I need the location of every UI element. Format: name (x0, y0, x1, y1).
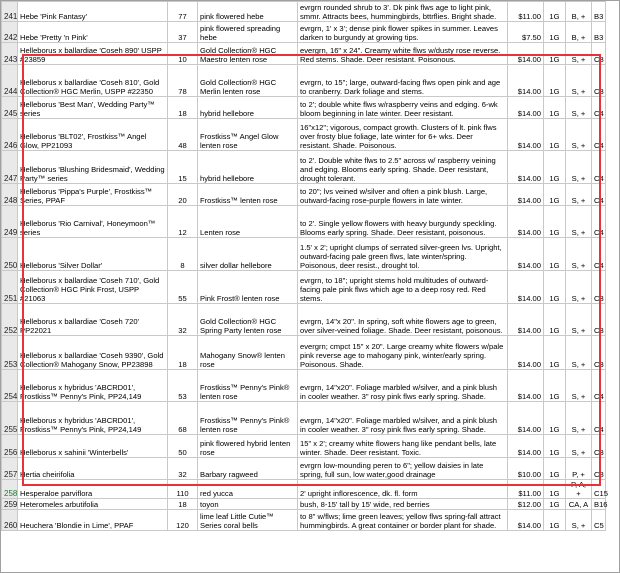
table-row[interactable] (2, 458, 606, 480)
cell-size[interactable]: 1G (544, 510, 566, 531)
cell-code[interactable]: S, + (566, 238, 592, 271)
table-row[interactable] (2, 336, 606, 370)
cell-common-name[interactable]: Gold Collection® HGC Merlin lenten rose (198, 65, 298, 97)
row-header[interactable]: 243 (2, 43, 18, 65)
cell-quantity[interactable]: 50 (168, 435, 198, 458)
cell-common-name[interactable]: Barbary ragweed (198, 458, 298, 480)
cell-location[interactable]: B3 (592, 22, 606, 43)
cell-quantity[interactable]: 37 (168, 22, 198, 43)
cell-description[interactable]: to 20"; lvs veined w/silver and often a pink blush. Large, outward-facing rose-purple flowers in late winter. (298, 184, 508, 206)
cell-code[interactable]: S, + (566, 510, 592, 531)
cell-description[interactable]: evrgrn, 1' x 3'; dense pink flower spikes in summer. Leaves darken to burgundy at growing tips. (298, 22, 508, 43)
cell-quantity[interactable]: 18 (168, 336, 198, 370)
cell-botanical-name[interactable]: Helleborus x hybridus 'ABCRD01', Frostkiss™ Penny's Pink, PP24,149 (18, 370, 168, 402)
cell-quantity[interactable]: 18 (168, 97, 198, 119)
cell-location[interactable]: C3 (592, 65, 606, 97)
table-row[interactable] (2, 22, 606, 43)
cell-location[interactable]: C4 (592, 402, 606, 435)
cell-size[interactable]: 1G (544, 65, 566, 97)
cell-code[interactable]: B, + (566, 2, 592, 22)
cell-common-name[interactable]: hybrid hellebore (198, 97, 298, 119)
cell-description[interactable]: evrgrn, 14"x20". Foliage marbled w/silver, and a pink blush in cooler weather. 3" rosy pink flws early spring. Shade. (298, 370, 508, 402)
cell-common-name[interactable]: Frostkiss™ lenten rose (198, 184, 298, 206)
cell-size[interactable]: 1G (544, 499, 566, 510)
cell-description[interactable]: 2' upright inflorescence, dk. fl. form (298, 480, 508, 499)
cell-botanical-name[interactable]: Helleborus 'Silver Dollar' (18, 238, 168, 271)
cell-size[interactable]: 1G (544, 304, 566, 336)
table-row[interactable] (2, 65, 606, 97)
cell-quantity[interactable]: 48 (168, 119, 198, 151)
cell-botanical-name[interactable]: Hebe 'Pretty 'n Pink' (18, 22, 168, 43)
row-header[interactable]: 251 (2, 271, 18, 304)
cell-location[interactable]: C4 (592, 206, 606, 238)
cell-common-name[interactable]: Pink Frost® lenten rose (198, 271, 298, 304)
cell-description[interactable]: to 2'. Single yellow flowers with heavy burgundy speckling. Blooms early spring. Shade. Deer resistant, poisonous. (298, 206, 508, 238)
cell-price[interactable]: $14.00 (508, 271, 544, 304)
cell-location[interactable]: C4 (592, 151, 606, 184)
cell-code[interactable]: B, + (566, 22, 592, 43)
cell-location[interactable]: C4 (592, 238, 606, 271)
cell-location[interactable]: C4 (592, 119, 606, 151)
cell-botanical-name[interactable]: Helleborus x ballardiae 'Coseh 9390', Gold Collection® Mahogany Snow, PP23898 (18, 336, 168, 370)
cell-description[interactable]: 16"x12"; vigorous, compact growth. Clusters of lt. pink flws over frosty blue foliage, late winter for 6+ wks. Deer resistant. Shade. Poisonous. (298, 119, 508, 151)
cell-common-name[interactable]: Gold Collection® HGC Spring Party lenten rose (198, 304, 298, 336)
cell-quantity[interactable]: 68 (168, 402, 198, 435)
table-row[interactable] (2, 119, 606, 151)
row-header[interactable]: 254 (2, 370, 18, 402)
cell-description[interactable]: bush, 8-15' tall by 15' wide, red berries (298, 499, 508, 510)
cell-price[interactable]: $14.00 (508, 151, 544, 184)
cell-description[interactable]: evrgrn low-mounding peren to 6"; yellow daisies in late spring, full sun, low water,good drainage (298, 458, 508, 480)
cell-quantity[interactable]: 32 (168, 458, 198, 480)
cell-botanical-name[interactable]: Hertia cheirifolia (18, 458, 168, 480)
cell-description[interactable]: to 8" w/flws; lime green leaves; yellow flws spring-fall attract hummingbirds. A great container or border plant for shade. (298, 510, 508, 531)
cell-code[interactable]: S, + (566, 43, 592, 65)
cell-price[interactable]: $7.50 (508, 22, 544, 43)
cell-common-name[interactable]: hybrid hellebore (198, 151, 298, 184)
cell-size[interactable]: 1G (544, 119, 566, 151)
cell-botanical-name[interactable]: Helleborus x ballardiae 'Coseh 710', Gold Collection® HGC Pink Frost, USPP #21063 (18, 271, 168, 304)
table-row[interactable] (2, 510, 606, 531)
table-row[interactable] (2, 271, 606, 304)
table-row[interactable] (2, 480, 606, 499)
cell-size[interactable]: 1G (544, 402, 566, 435)
cell-code[interactable]: S, + (566, 65, 592, 97)
cell-botanical-name[interactable]: Helleborus x ballardiae 'Coseh 810', Gold Collection® HGC Merlin, USPP #22350 (18, 65, 168, 97)
cell-botanical-name[interactable]: Heuchera 'Blondie in Lime', PPAF (18, 510, 168, 531)
cell-common-name[interactable]: pink flowered hybrid lenten rose (198, 435, 298, 458)
cell-price[interactable]: $11.00 (508, 2, 544, 22)
cell-description[interactable]: evrgrn, to 18"; upright stems hold multitudes of outward-facing pale pink flws which age to a deep rosy red. Red stems. (298, 271, 508, 304)
cell-price[interactable]: $14.00 (508, 97, 544, 119)
cell-botanical-name[interactable]: Hebe 'Pink Fantasy' (18, 2, 168, 22)
cell-code[interactable]: S, + (566, 370, 592, 402)
cell-size[interactable]: 1G (544, 336, 566, 370)
cell-price[interactable]: $14.00 (508, 435, 544, 458)
cell-size[interactable]: 1G (544, 271, 566, 304)
cell-location[interactable]: C15 (592, 480, 606, 499)
cell-code[interactable]: S, + (566, 206, 592, 238)
row-header[interactable]: 258 (2, 480, 18, 499)
cell-size[interactable]: 1G (544, 435, 566, 458)
cell-price[interactable]: $14.00 (508, 304, 544, 336)
row-header[interactable]: 246 (2, 119, 18, 151)
table-row[interactable] (2, 435, 606, 458)
cell-common-name[interactable]: silver dollar hellebore (198, 238, 298, 271)
cell-price[interactable]: $14.00 (508, 510, 544, 531)
cell-price[interactable]: $14.00 (508, 336, 544, 370)
table-row[interactable] (2, 184, 606, 206)
row-header[interactable]: 248 (2, 184, 18, 206)
cell-quantity[interactable]: 110 (168, 480, 198, 499)
table-row[interactable] (2, 151, 606, 184)
cell-size[interactable]: 1G (544, 480, 566, 499)
cell-common-name[interactable]: lime leaf Little Cutie™ Series coral bells (198, 510, 298, 531)
cell-code[interactable]: S, + (566, 304, 592, 336)
cell-common-name[interactable]: Frostkiss™ Penny's Pink® lenten rose (198, 402, 298, 435)
cell-price[interactable]: $14.00 (508, 238, 544, 271)
cell-code[interactable]: S, + (566, 151, 592, 184)
cell-common-name[interactable]: pink flowered hebe (198, 2, 298, 22)
cell-location[interactable]: C4 (592, 184, 606, 206)
cell-code[interactable]: S, + (566, 97, 592, 119)
cell-description[interactable]: evergrn, 16" x 24". Creamy white flws w/dusty rose reverse. Red stems. Shade. Deer resistant. Poisonous. (298, 43, 508, 65)
cell-code[interactable]: S, + (566, 271, 592, 304)
cell-price[interactable]: $14.00 (508, 184, 544, 206)
cell-common-name[interactable]: Frostkiss™ Angel Glow lenten rose (198, 119, 298, 151)
table-row[interactable] (2, 206, 606, 238)
cell-price[interactable]: $14.00 (508, 119, 544, 151)
row-header[interactable]: 250 (2, 238, 18, 271)
cell-size[interactable]: 1G (544, 206, 566, 238)
table-row[interactable] (2, 43, 606, 65)
cell-common-name[interactable]: red yucca (198, 480, 298, 499)
cell-description[interactable]: evrgrn, 14"x 20". In spring, soft white flowers age to green, over silver-veined foliage. Shade. Deer resistant, poisonous. (298, 304, 508, 336)
row-header[interactable]: 260 (2, 510, 18, 531)
cell-code[interactable]: S, + (566, 184, 592, 206)
cell-botanical-name[interactable]: Helleborus x sahinii 'Winterbells' (18, 435, 168, 458)
row-header[interactable]: 252 (2, 304, 18, 336)
cell-location[interactable]: C8 (592, 458, 606, 480)
table-row[interactable] (2, 97, 606, 119)
cell-location[interactable]: C3 (592, 304, 606, 336)
cell-size[interactable]: 1G (544, 2, 566, 22)
cell-code[interactable]: S, + (566, 402, 592, 435)
cell-location[interactable]: C4 (592, 97, 606, 119)
cell-botanical-name[interactable]: Hesperaloe parviflora (18, 480, 168, 499)
cell-price[interactable]: $12.00 (508, 499, 544, 510)
cell-size[interactable]: 1G (544, 43, 566, 65)
cell-size[interactable]: 1G (544, 184, 566, 206)
cell-common-name[interactable]: Frostkiss™ Penny's Pink® lenten rose (198, 370, 298, 402)
cell-quantity[interactable]: 53 (168, 370, 198, 402)
cell-common-name[interactable]: Gold Collection® HGC Maestro lenten rose (198, 43, 298, 65)
cell-price[interactable]: $11.00 (508, 480, 544, 499)
cell-price[interactable]: $14.00 (508, 370, 544, 402)
cell-botanical-name[interactable]: Helleborus x hybridus 'ABCRD01', Frostkiss™ Penny's Pink, PP24,149 (18, 402, 168, 435)
row-header[interactable]: 249 (2, 206, 18, 238)
cell-price[interactable]: $14.00 (508, 43, 544, 65)
cell-description[interactable]: evrgrn rounded shrub to 3'. Dk pink flws age to light pink, smmr. Attracts bees, hummingbirds, bttrflies. Bright shade. (298, 2, 508, 22)
cell-quantity[interactable]: 8 (168, 238, 198, 271)
cell-botanical-name[interactable]: Helleborus 'BLT02', Frostkiss™ Angel Glow, PP21093 (18, 119, 168, 151)
cell-botanical-name[interactable]: Helleborus 'Rio Carnival', Honeymoon™ series (18, 206, 168, 238)
cell-description[interactable]: evergrn; cmpct 15" x 20". Large creamy white flowers w/pale pink reverse age to mahogany pink, winter/early spring. Poisonous. Shade. (298, 336, 508, 370)
row-header[interactable]: 256 (2, 435, 18, 458)
cell-quantity[interactable]: 77 (168, 2, 198, 22)
cell-code[interactable]: S, + (566, 435, 592, 458)
cell-botanical-name[interactable]: Helleborus 'Best Man', Wedding Party™ series (18, 97, 168, 119)
cell-price[interactable]: $10.00 (508, 458, 544, 480)
cell-quantity[interactable]: 20 (168, 184, 198, 206)
row-header[interactable]: 255 (2, 402, 18, 435)
cell-description[interactable]: 1.5' x 2'; upright clumps of serrated silver-green lvs. Upright, outward-facing pale green flws, late winter/spring. Poisonous, deer resist., drought tol. (298, 238, 508, 271)
cell-botanical-name[interactable]: Helleborus x ballardiae 'Coseh 890' USPP #23859 (18, 43, 168, 65)
cell-size[interactable]: 1G (544, 22, 566, 43)
cell-location[interactable]: C3 (592, 43, 606, 65)
cell-description[interactable]: evrgrn, to 15"; large, outward-facing flws open pink and age to cranberry. Dark foliage and stems. (298, 65, 508, 97)
cell-description[interactable]: 15" x 2'; creamy white flowers hang like pendant bells, late winter. Shade. Deer resistant. Toxic. (298, 435, 508, 458)
cell-size[interactable]: 1G (544, 458, 566, 480)
table-row[interactable] (2, 499, 606, 510)
table-row[interactable] (2, 402, 606, 435)
table-row[interactable] (2, 370, 606, 402)
cell-description[interactable]: evrgrn, 14"x20". Foliage marbled w/silver, and a pink blush in cooler weather. 3" rosy pink flws early spring. Shade. (298, 402, 508, 435)
cell-code[interactable]: P, + (566, 458, 592, 480)
cell-location[interactable]: C3 (592, 435, 606, 458)
spreadsheet-grid (1, 1, 606, 531)
cell-size[interactable]: 1G (544, 370, 566, 402)
cell-price[interactable]: $14.00 (508, 65, 544, 97)
cell-quantity[interactable]: 15 (168, 151, 198, 184)
cell-location[interactable]: C5 (592, 510, 606, 531)
cell-botanical-name[interactable]: Heteromeles arbutifolia (18, 499, 168, 510)
cell-size[interactable]: 1G (544, 97, 566, 119)
cell-location[interactable]: B16 (592, 499, 606, 510)
cell-location[interactable]: C3 (592, 336, 606, 370)
cell-code[interactable]: S, + (566, 336, 592, 370)
row-header[interactable]: 241 (2, 2, 18, 22)
cell-quantity[interactable]: 12 (168, 206, 198, 238)
row-header[interactable]: 245 (2, 97, 18, 119)
row-header[interactable]: 242 (2, 22, 18, 43)
cell-quantity[interactable]: 78 (168, 65, 198, 97)
cell-description[interactable]: to 2'. Double white flws to 2.5" across w/ raspberry veining and edging. Blooms early spring. Shade. Deer resistant, drought tolerant. (298, 151, 508, 184)
table-row[interactable] (2, 2, 606, 22)
cell-quantity[interactable]: 55 (168, 271, 198, 304)
table-row[interactable] (2, 304, 606, 336)
cell-location[interactable]: C4 (592, 370, 606, 402)
cell-quantity[interactable]: 10 (168, 43, 198, 65)
cell-price[interactable]: $14.00 (508, 206, 544, 238)
row-header[interactable]: 244 (2, 65, 18, 97)
cell-size[interactable]: 1G (544, 238, 566, 271)
cell-botanical-name[interactable]: Helleborus 'Pippa's Purple', Frostkiss™ Series, PPAF (18, 184, 168, 206)
cell-size[interactable]: 1G (544, 151, 566, 184)
cell-quantity[interactable]: 18 (168, 499, 198, 510)
row-header[interactable]: 259 (2, 499, 18, 510)
cell-code[interactable]: S, + (566, 119, 592, 151)
row-header[interactable]: 257 (2, 458, 18, 480)
cell-location[interactable]: C3 (592, 271, 606, 304)
cell-botanical-name[interactable]: Helleborus 'Blushing Bridesmaid', Wedding Party™ series (18, 151, 168, 184)
cell-quantity[interactable]: 120 (168, 510, 198, 531)
row-header[interactable]: 247 (2, 151, 18, 184)
cell-common-name[interactable]: pink flowered spreading hebe (198, 22, 298, 43)
cell-location[interactable]: B3 (592, 2, 606, 22)
cell-description[interactable]: to 2'; double white flws w/raspberry veins and edging. 6-wk bloom beginning in late winter. Deer resistant. (298, 97, 508, 119)
cell-quantity[interactable]: 32 (168, 304, 198, 336)
cell-common-name[interactable]: Lenten rose (198, 206, 298, 238)
cell-code[interactable]: P, A, + (566, 480, 592, 499)
cell-common-name[interactable]: toyon (198, 499, 298, 510)
row-header[interactable]: 253 (2, 336, 18, 370)
table-row[interactable] (2, 238, 606, 271)
cell-common-name[interactable]: Mahogany Snow® lenten rose (198, 336, 298, 370)
cell-code[interactable]: CA, A (566, 499, 592, 510)
cell-botanical-name[interactable]: Helleborus x ballardiae 'Coseh 720' PP22021 (18, 304, 168, 336)
cell-price[interactable]: $14.00 (508, 402, 544, 435)
